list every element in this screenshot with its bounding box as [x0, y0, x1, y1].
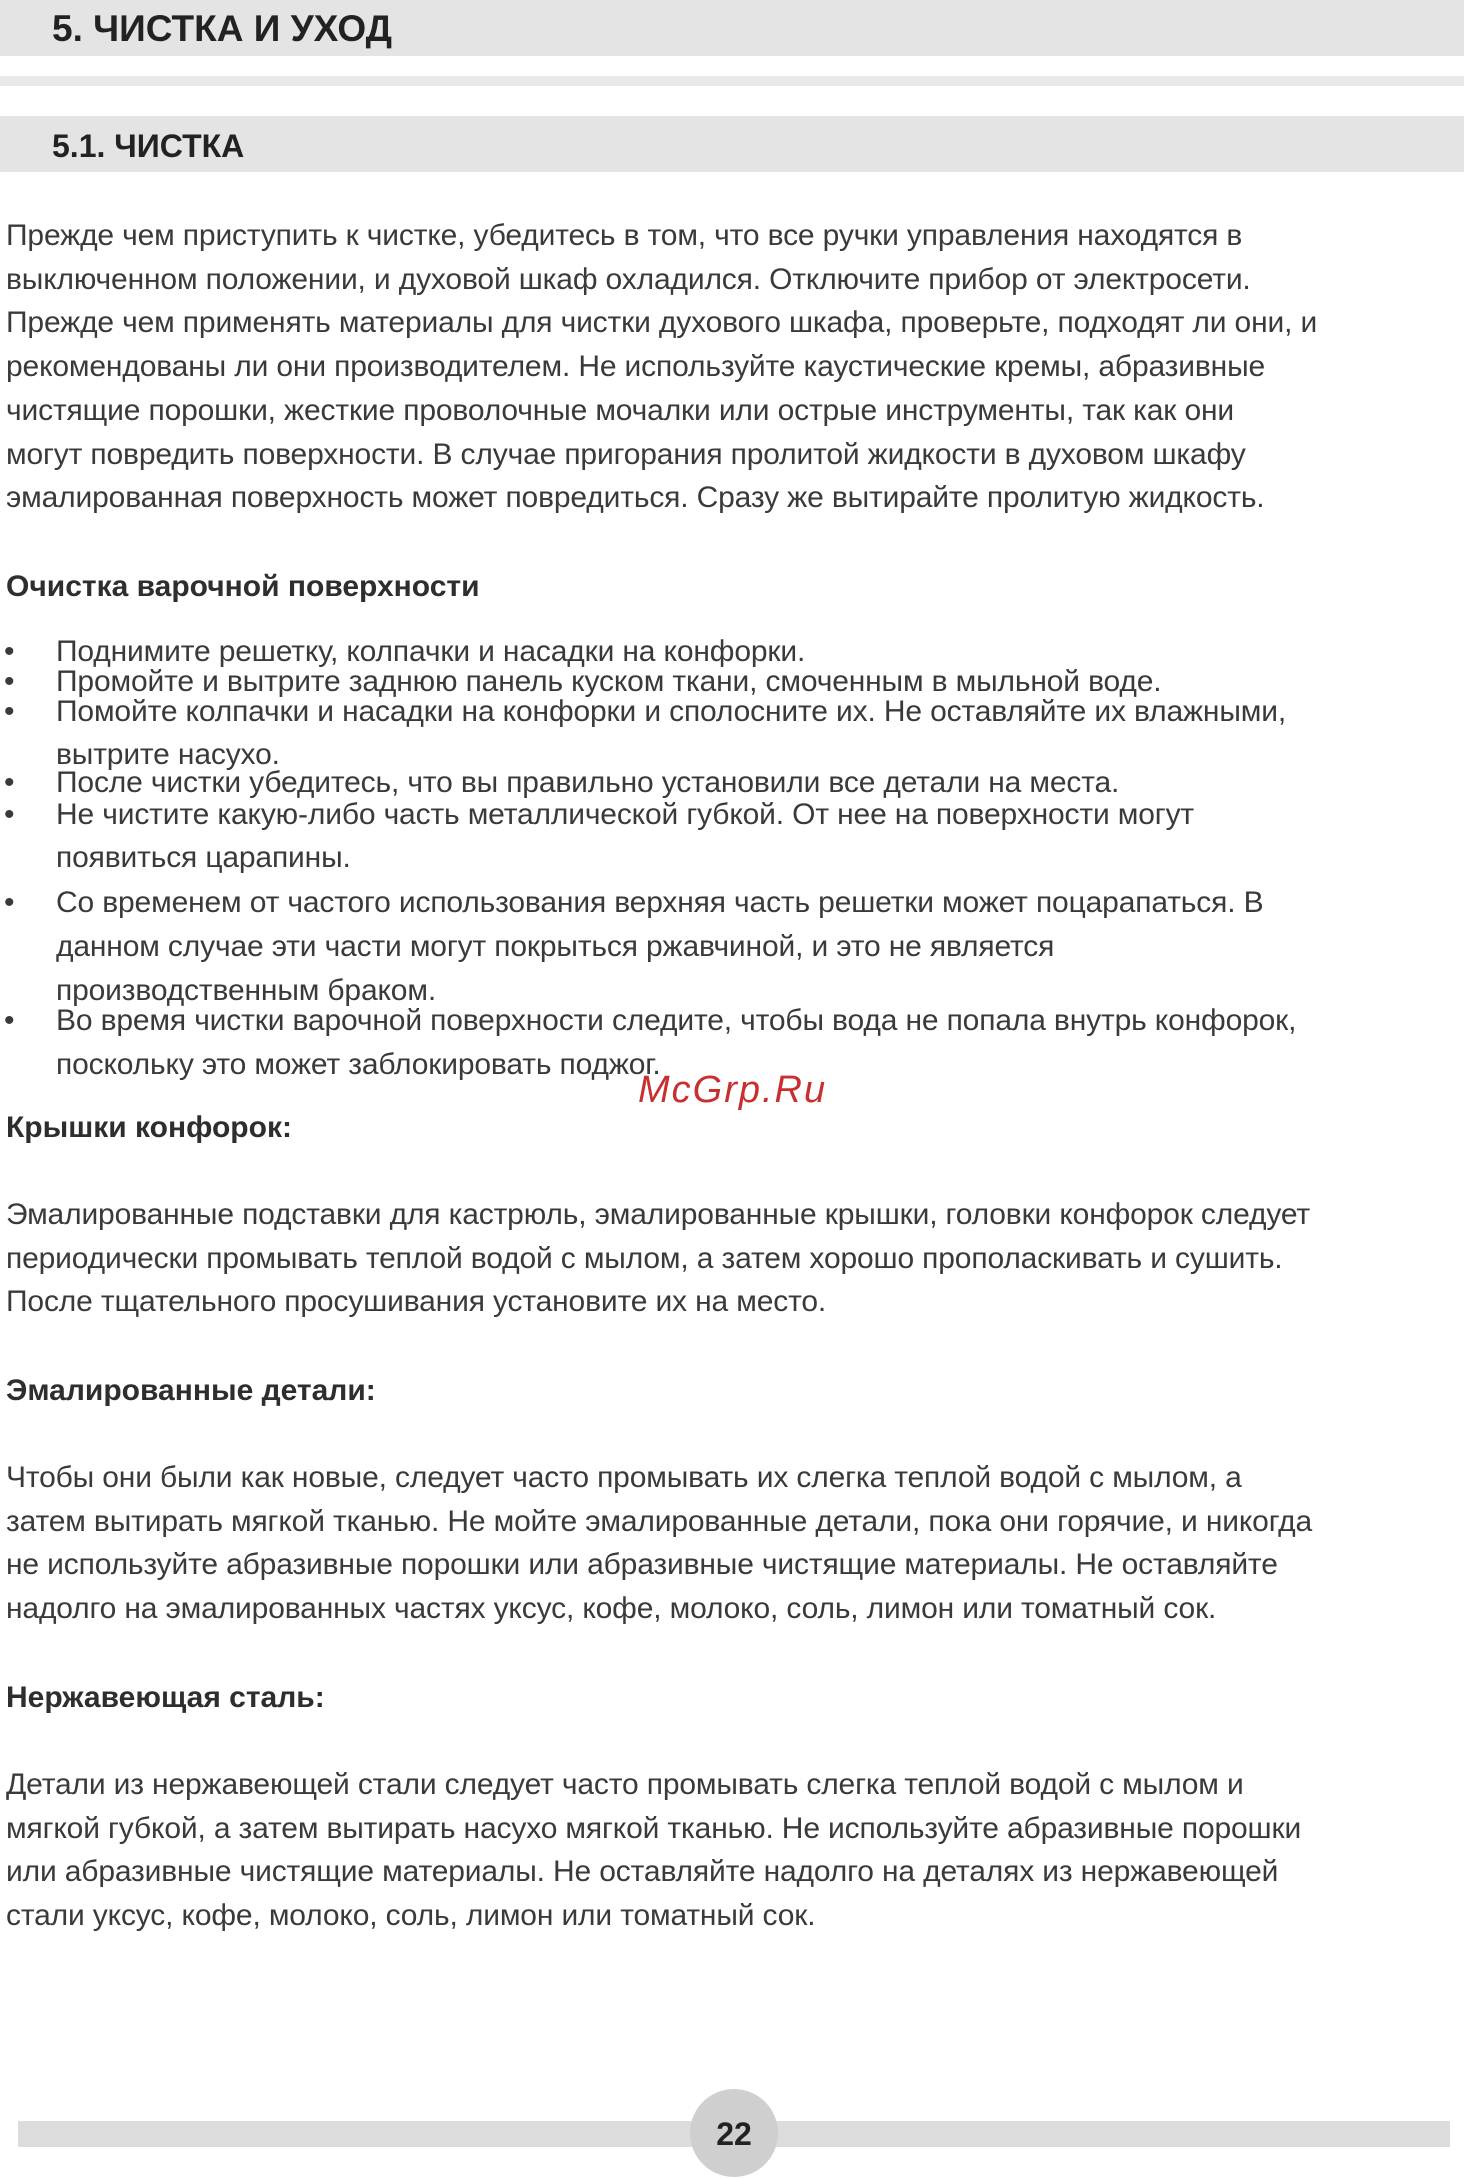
paragraph-line: После тщательного просушивания установите их на место.: [6, 1285, 827, 1319]
subsection-title: 5.1. ЧИСТКА: [0, 116, 1464, 172]
page-number: 22: [690, 2089, 778, 2177]
list-item: [0, 637, 1456, 667]
list-item-text: Промойте и вытрите заднюю панель куском ткани, смоченным в мыльной воде.: [56, 665, 1162, 698]
intro-line: эмалированная поверхность может повредиться. Сразу же вытирайте пролитую жидкость.: [6, 481, 1265, 515]
list-item-text: После чистки убедитесь, что вы правильно установили все детали на места.: [56, 766, 1120, 799]
list-item-text: Помойте колпачки и насадки на конфорки и сполосните их. Не оставляйте их влажными,: [56, 695, 1287, 728]
paragraph-line: мягкой губкой, а затем вытирать насухо мягкой тканью. Не используйте абразивные порошки: [6, 1811, 1302, 1845]
enamel-parts-heading: Эмалированные детали:: [6, 1374, 376, 1407]
intro-line: рекомендованы ли они производителем. Не используйте каустические кремы, абразивные: [6, 350, 1266, 384]
paragraph-line: Эмалированные подставки для кастрюль, эмалированные крышки, головки конфорок следует: [6, 1198, 1310, 1231]
bullet-icon: •: [4, 665, 15, 698]
paragraph-line: периодически промывать теплой водой с мылом, а затем хорошо прополаскивать и сушить.: [6, 1241, 1283, 1275]
bullet-icon: •: [4, 695, 15, 728]
intro-paragraph: [6, 214, 1458, 520]
list-item-text: вытрите насухо.: [56, 738, 280, 771]
list-item-text: данном случае эти части могут покрыться ржавчиной, и это не является: [56, 930, 1055, 963]
paragraph-line: не используйте абразивные порошки или абразивные чистящие материалы. Не оставляйте: [6, 1548, 1278, 1582]
list-item-text: Во время чистки варочной поверхности следите, чтобы вода не попала внутрь конфорок,: [56, 1004, 1297, 1037]
list-item-text: поскольку это может заблокировать поджог.: [56, 1048, 661, 1081]
bullet-icon: •: [4, 1004, 15, 1037]
paragraph-line: затем вытирать мягкой тканью. Не мойте эмалированные детали, пока они горячие, и никогда: [6, 1504, 1313, 1538]
burner-caps-heading: Крышки конфорок:: [6, 1111, 292, 1144]
hob-cleaning-heading: Очистка варочной поверхности: [6, 570, 480, 603]
paragraph-line: стали уксус, кофе, молоко, соль, лимон или томатный сок.: [6, 1899, 816, 1933]
burner-caps-paragraph: [6, 1193, 1458, 1324]
section-title: 5. ЧИСТКА И УХОД: [0, 0, 1464, 56]
paragraph-line: надолго на эмалированных частях уксус, кофе, молоко, соль, лимон или томатный сок.: [6, 1592, 1217, 1626]
list-item-text: Со временем от частого использования верхняя часть решетки может поцарапаться. В: [56, 886, 1264, 919]
list-item-text: появиться царапины.: [56, 841, 351, 874]
paragraph-line: Чтобы они были как новые, следует часто промывать их слегка теплой водой с мылом, а: [6, 1461, 1242, 1494]
bullet-icon: •: [4, 886, 15, 919]
list-item: [0, 793, 1456, 879]
stainless-steel-paragraph: [6, 1763, 1458, 1938]
stainless-steel-heading: Нержавеющая сталь:: [6, 1681, 325, 1714]
intro-line: могут повредить поверхности. В случае пригорания пролитой жидкости в духовом шкафу: [6, 437, 1246, 471]
paragraph-line: или абразивные чистящие материалы. Не оставляйте надолго на деталях из нержавеющей: [6, 1855, 1279, 1889]
section-divider: [0, 76, 1464, 86]
list-item: [0, 881, 1456, 1013]
list-item-text: Не чистите какую-либо часть металлической губкой. От нее на поверхности могут: [56, 798, 1195, 831]
intro-line: выключенном положении, и духовой шкаф охладился. Отключите прибор от электросети.: [6, 262, 1251, 296]
intro-line: чистящие порошки, жесткие проволочные мочалки или острые инструменты, так как они: [6, 393, 1235, 427]
watermark: McGrp.Ru: [638, 1069, 828, 1111]
bullet-icon: •: [4, 635, 15, 668]
bullet-icon: •: [4, 798, 15, 831]
list-item: [0, 690, 1456, 776]
intro-line: Прежде чем приступить к чистке, убедитесь в том, что все ручки управления находятся в: [6, 219, 1243, 252]
hob-cleaning-list: [0, 637, 1464, 1087]
list-item-text: Поднимите решетку, колпачки и насадки на конфорки.: [56, 635, 806, 668]
enamel-parts-paragraph: [6, 1456, 1458, 1631]
paragraph-line: Детали из нержавеющей стали следует часто промывать слегка теплой водой с мылом и: [6, 1768, 1244, 1801]
bullet-icon: •: [4, 766, 15, 799]
list-item-text: производственным браком.: [56, 974, 436, 1007]
intro-line: Прежде чем применять материалы для чистки духового шкафа, проверьте, подходят ли они, и: [6, 306, 1318, 340]
